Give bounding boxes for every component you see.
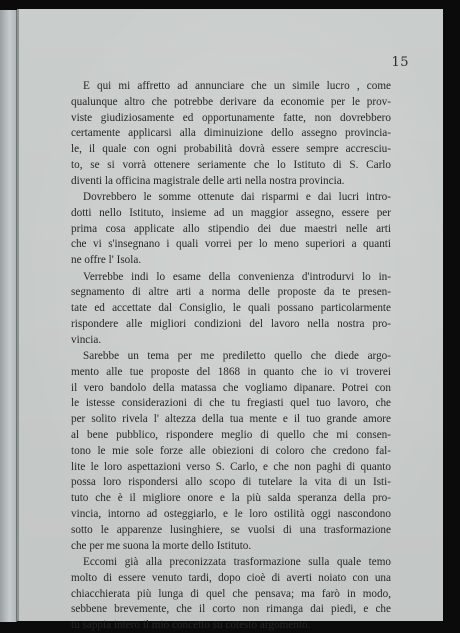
text-line: prima cosa applicate allo stipendio dei due maestri nelle arti (71, 222, 391, 235)
text-line: ne offre l' Isola. (71, 254, 142, 267)
text-line: to, se si vorrà ottenere seriamente che lo Istituto di S. Carlo (71, 158, 391, 171)
text-line: sotto le apparenze lusinghiere, se vuolsi di una trasformazione (71, 523, 391, 536)
paragraph (71, 79, 391, 190)
text-line: Verrebbe indi lo esame della convenienza d'introdurvi lo in- (83, 270, 391, 283)
adjacent-page-edge (0, 10, 17, 622)
book-page (17, 9, 443, 632)
text-line: il vero bandolo della matassa che vogliamo dipanare. Potrei con (71, 381, 391, 394)
text-line: che per me suona la morte dello Istituto. (71, 539, 252, 552)
text-line: possa loro rispondersi allo scopo di tutelare la vita di un Isti- (71, 476, 391, 489)
text-line: molto di essere venuto tardi, dopo cioè di averti noiato con una (71, 571, 391, 584)
page-number: 15 (391, 55, 409, 70)
text-line: E qui mi affretto ad annunciare che un simile lucro , come (83, 80, 391, 92)
text-line: vincia, intorno ad osteggiarlo, e le loro ostilità oggi nascondono (71, 508, 391, 521)
text-line: certamente applicarsi alla diminuizione dello assegno provincia- (71, 127, 391, 140)
paragraph (71, 349, 391, 554)
paragraph (71, 270, 391, 349)
text-line: tuto che è il migliore onore e la più salda speranza della pro- (71, 492, 391, 505)
text-line: le istesse considerazioni di che tu fregiasti quel tuo lavoro, che (71, 397, 391, 410)
text-line: chiacchierata più lunga di quel che pensava; ma farò in modo, (71, 587, 391, 600)
text-line: dotti nello Istituto, insieme ad un maggior assegno, essere per (71, 206, 391, 219)
text-line: tate ed accettate dal Consiglio, le quali possano particolarmente (71, 302, 391, 315)
paragraph (71, 555, 391, 633)
paragraph (71, 190, 391, 269)
text-line: al bene pubblico, rispondere meglio di quello che mi consen- (71, 429, 391, 442)
text-line: rispondere alle migliori condizioni del lavoro nella nostra pro- (71, 317, 391, 330)
text-line: le, il quale con ogni probabilità dovrà essere sempre accresciu- (71, 143, 391, 156)
text-line: viste giudiziosamente ed opportunamente fatte, non dovrebbero (71, 111, 391, 124)
page-body-text (71, 79, 391, 633)
text-line: Sarebbe un tema per me prediletto quello che diede argo- (83, 350, 391, 363)
text-line: lite le loro aspettazioni verso S. Carlo, e che non paghi di quanto (71, 460, 391, 473)
text-line: mento alle tue proposte del 1868 in quanto che io vi troverei (71, 365, 391, 378)
text-line: tono le mie sole forze alle obiezioni di coloro che credono fal- (71, 444, 391, 457)
text-line: tu sappia intero il mio concetto su cotesto argomento. (71, 619, 311, 632)
text-line: qualunque altro che potrebbe derivare da economie per le prov- (71, 95, 391, 108)
text-line: vincia. (71, 333, 102, 346)
text-line: per solito rivela l' altezza della tua mente e il tuo grande amore (71, 413, 391, 426)
text-line: segnamento di altre arti a norma delle proposte da te presen- (71, 286, 391, 299)
text-line: Dovrebbero le somme ottenute dai risparmi e dai lucri intro- (83, 191, 391, 204)
text-line: che vi s'insegnano i quali vorrei per lo meno superiori a quanti (71, 238, 391, 251)
text-line: diventi la officina magistrale delle arti nella nostra provincia. (71, 174, 345, 187)
text-line: sebbene brevemente, che il corto non rimanga dai piedi, e che (71, 603, 391, 616)
text-line: Eccomi già alla preconizzata trasformazione sulla quale temo (83, 555, 391, 568)
